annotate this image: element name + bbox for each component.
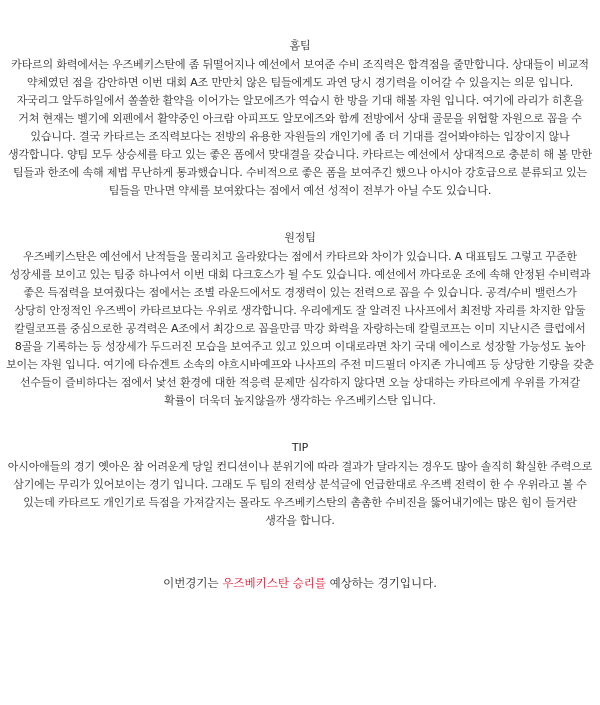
tip-title: TIP [291, 441, 309, 454]
tip-section [6, 440, 594, 530]
away-team-title: 원정팀 [284, 231, 316, 244]
home-team-title: 홈팀 [289, 39, 311, 52]
away-team-analysis: 우즈베키스탄은 예선에서 난적들을 물리치고 올라왔다는 점에서 카타르와 차이가 있습니다. A 대표팀도 그렇고 꾸준한 성장세를 보이고 있는 팀중 하나여서 이번 대회 다크호스가 될 수도 있습니다. 예선에서 까다로운 조에 속해 안정된 수비력과 좋은 득점력을 보여줬다는 점에서는 조별 라운드에서도 경쟁력이 있는 전력으로 꼽을 수 있습니다. 공격/수비 밸런스가 상당히 안정적인 우즈벡이 카타르보다는 우위로 생각합니다. 우리에게도 잘 알려진 나사프에서 최전방 자리를 차지한 압둘 칼릴코프를 중심으로한 공격력은 A조에서 최강으로 꼽을만큼 막강 화력을 자랑하는데 칼릴코프는 이미 지난시즌 클럽에서 8골을 기록하는 등 성장세가 두드러진 모습을 보여주고 있고 있으며 이대로라면 차기 국대 에이스로 성장할 가능성도 높아 보이는 자원 입니다. 여기에 타슈겐트 소속의 야흐시바예프와 나사프의 주전 미드필더 아지존 가니예프 등 상당한 기량을 갖춘 선수들이 즐비하다는 점에서 낯선 환경에 대한 적응력 문제만 심각하지 않다면 오늘 상대하는 카타르에게 우위를 가져갈 확률이 더욱더 높지않을까 생각하는 우즈베키스탄 입니다. [6, 250, 594, 407]
conclusion-suffix: 예상하는 경기입니다. [325, 576, 437, 590]
home-team-analysis: 카타르의 화력에서는 우즈베키스탄에 좀 뒤떨어지나 예선에서 보여준 수비 조직력은 합격점을 줄만합니다. 상대들이 비교적 약체였던 점을 감안하면 이번 대회 A조 만만치 않은 팀들에게도 과연 당시 경기력을 이어갈 수 있을지는 의문 입니다. 자국리그 알두하일에서 쏠쏠한 활약을 이어가는 알모에즈가 역습시 한 방을 기대 해볼 자원 입니다. 여기에 라리가 히혼을 거쳐 현재는 벨기에 외펜에서 활약중인 아크람 아피프도 알모에즈와 함께 전방에서 상대 골문을 위협할 자원으로 꼽을 수 있습니다. 결국 카타르는 조직력보다는 전방의 유용한 자원들의 개인기에 좀 더 기대를 걸어봐야하는 입장이지 않나 생각합니다. 양팀 모두 상승세를 타고 있는 좋은 폼에서 맞대결을 갖습니다. 카타르는 예선에서 상대적으로 충분히 해 볼 만한 팀들과 한조에 속해 제법 무난하게 통과했습니다. 수비적으로 좋은 폼을 보여주긴 했으나 아시아 강호급으로 분류되고 있는 팀들을 만나면 약세를 보여왔다는 점에서 예선 성적이 전부가 아닐 수도 있습니다. [7, 58, 593, 197]
away-team-section [6, 230, 594, 410]
home-team-section [6, 38, 594, 200]
predicted-winner-highlight: 우즈베키스탄 승리를 [222, 576, 326, 590]
prediction-conclusion [6, 574, 594, 592]
conclusion-prefix: 이번경기는 [163, 576, 223, 590]
tip-text: 아시아애들의 경기 옛아은 참 어려운게 당일 컨디션이나 분위기에 따라 결과가 달라지는 경우도 많아 솔직히 확실한 주력으로 삼기에는 무리가 있어보이는 경기 입니다. 그래도 두 팀의 전력상 분석글에 언급한대로 우즈벡 전력이 한 수 우위라고 볼 수 있는데 카타르도 개인기로 득점을 가져갈지는 몰라도 우즈베키스탄의 촘촘한 수비진을 뚫어내기에는 많은 힘이 들거란 생각을 합니다. [7, 460, 593, 527]
